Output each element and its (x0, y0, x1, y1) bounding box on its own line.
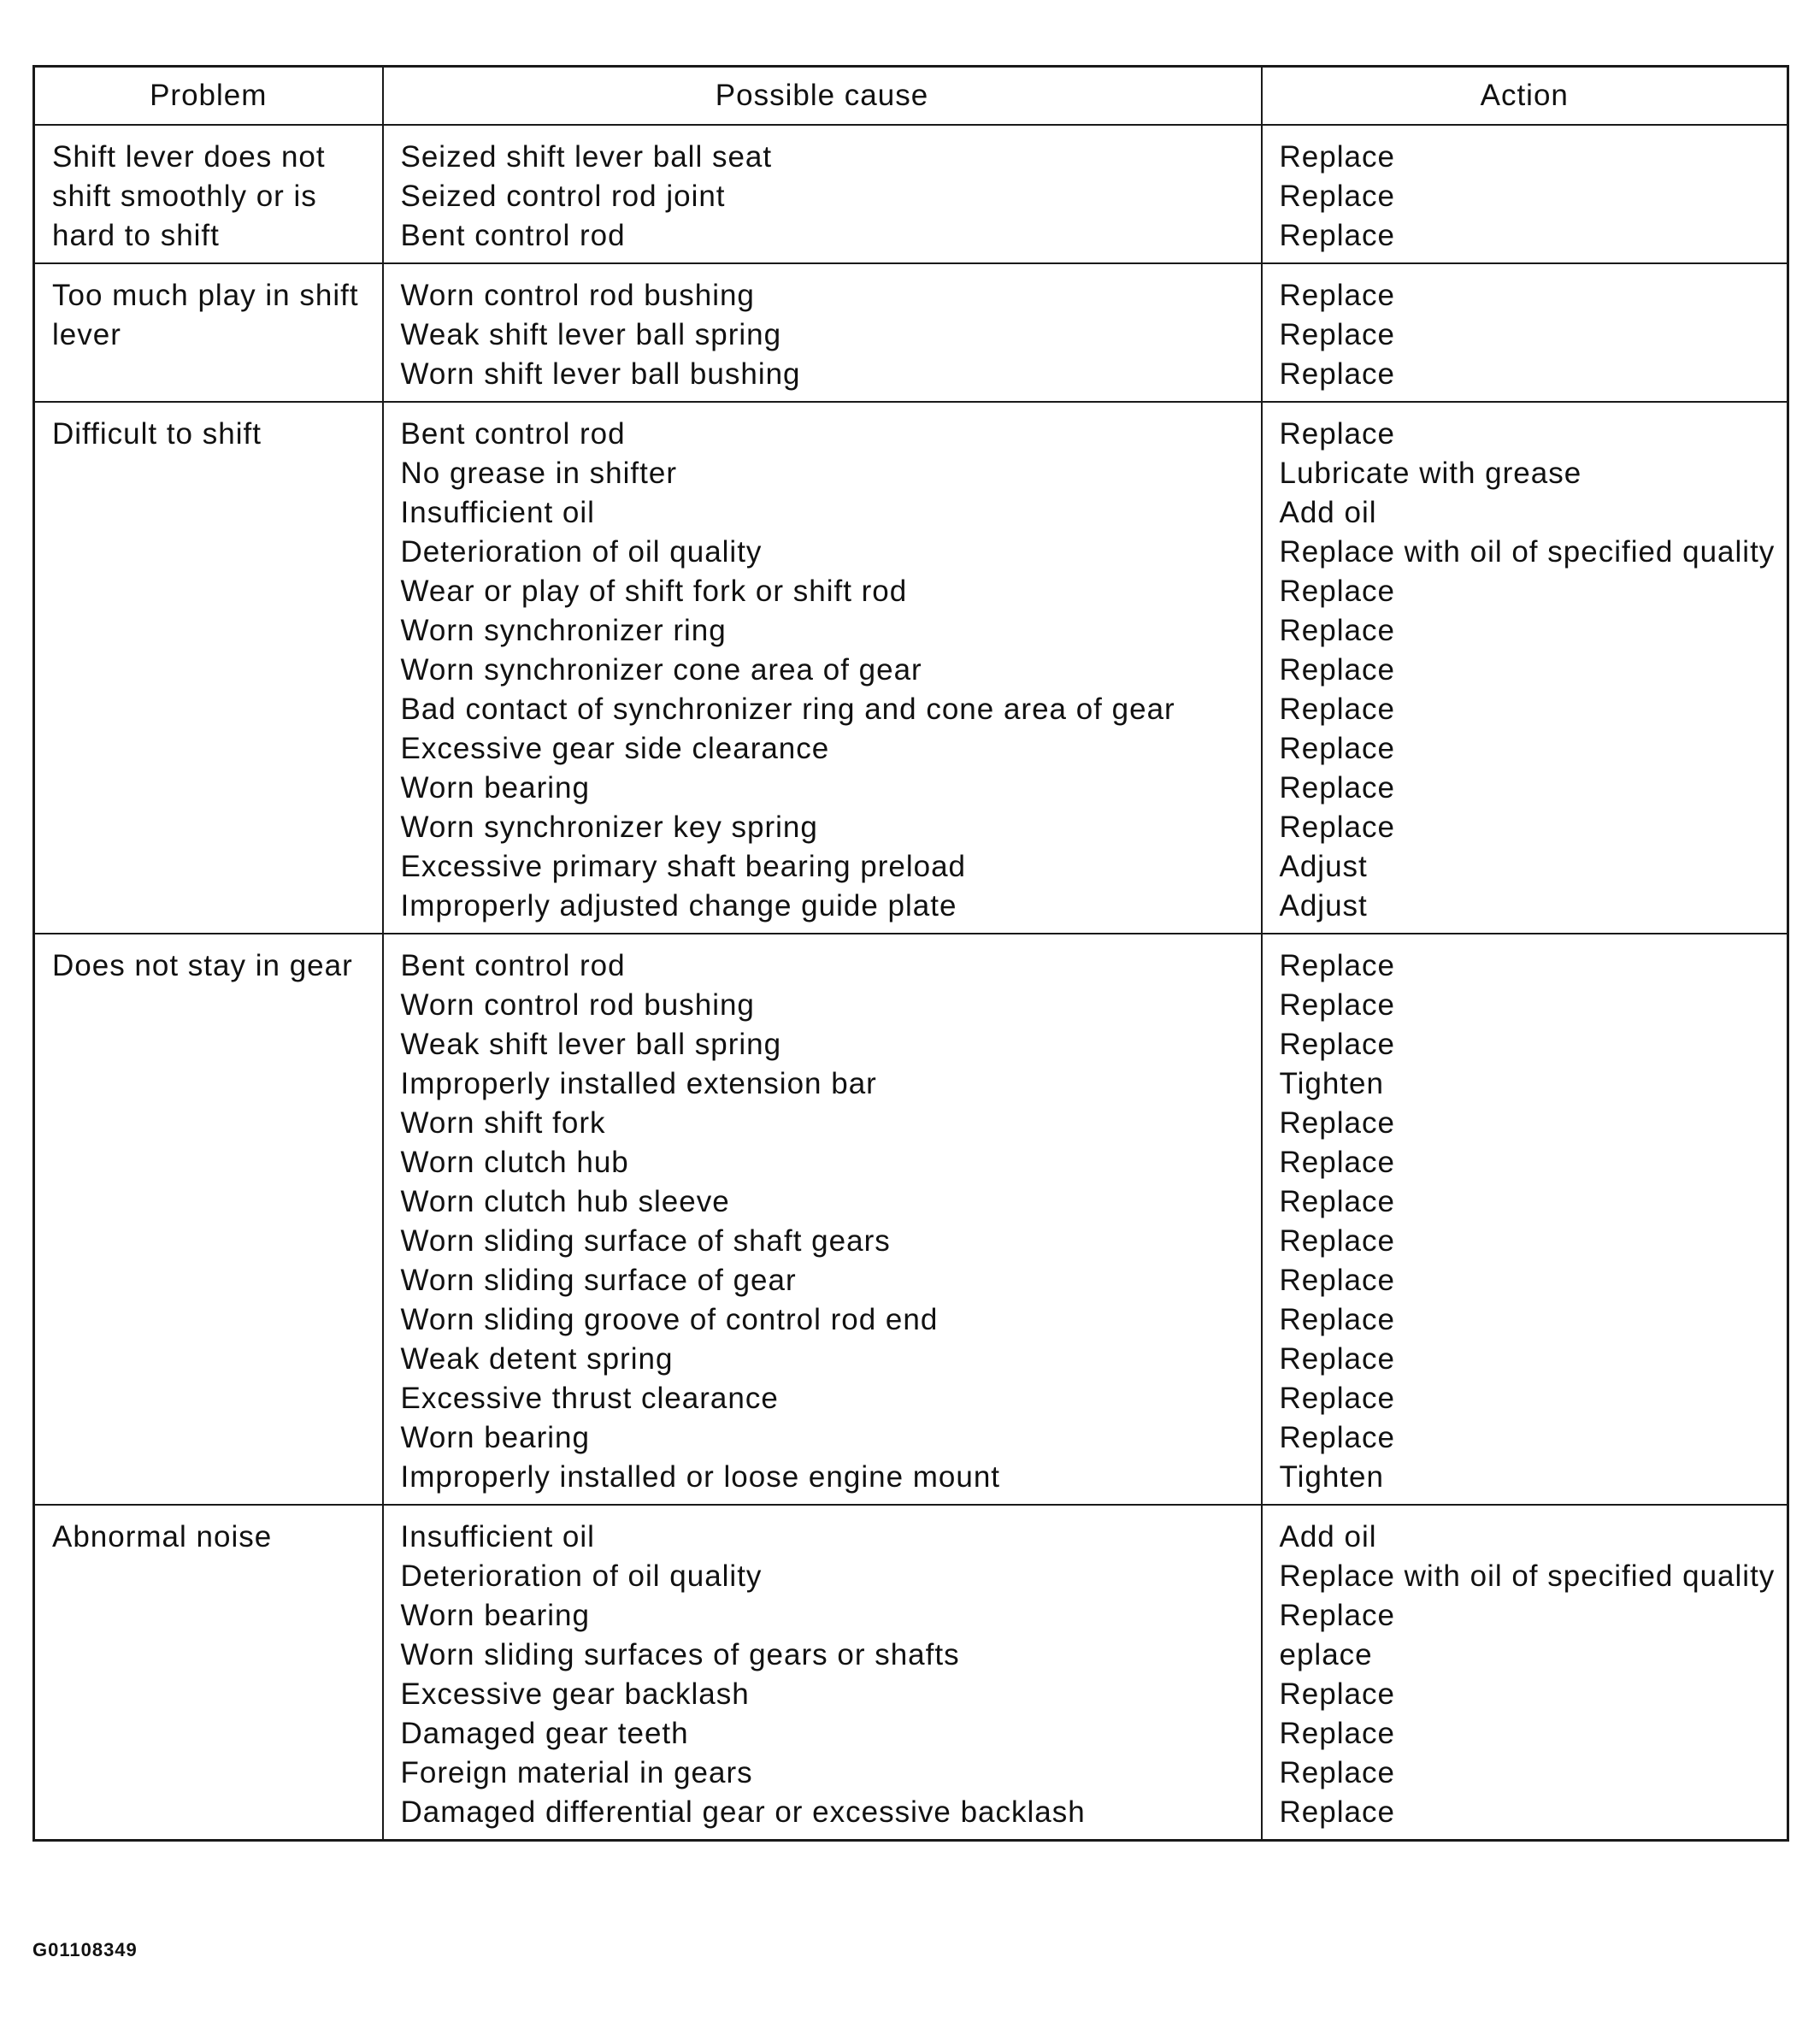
cause-header: Possible cause (383, 67, 1262, 126)
problem-header: Problem (34, 67, 383, 126)
action-item: Replace (1279, 180, 1395, 213)
action-item: Tighten (1279, 1460, 1384, 1494)
problem-text: Too much play in shift lever (52, 279, 359, 351)
problem-text: Abnormal noise (52, 1520, 273, 1553)
action-item: Replace (1279, 1028, 1395, 1061)
cause-item: Seized shift lever ball seat (400, 140, 773, 174)
cause-item: Excessive gear side clearance (400, 732, 830, 765)
cause-item: Worn clutch hub sleeve (400, 1185, 730, 1218)
cause-item: Worn synchronizer ring (400, 614, 727, 647)
action-item: Lubricate with grease (1279, 457, 1582, 490)
action-item: Replace (1279, 732, 1395, 765)
cause-item: Seized control rod joint (400, 180, 726, 213)
cause-cell (383, 1505, 1262, 1841)
table-row (34, 1505, 1788, 1841)
action-item: Replace (1279, 1717, 1395, 1750)
cause-item: Damaged differential gear or excessive backlash (400, 1795, 1086, 1829)
cause-item: Worn sliding surface of gear (400, 1264, 797, 1297)
cause-item: Worn bearing (400, 1599, 590, 1632)
problem-cell (34, 263, 383, 402)
cause-item: Deterioration of oil quality (400, 535, 763, 569)
action-item: Replace (1279, 811, 1395, 844)
table-row (34, 934, 1788, 1505)
action-item: Replace (1279, 1382, 1395, 1415)
action-item: Replace (1279, 614, 1395, 647)
figure-id: G01108349 (32, 1939, 138, 1960)
action-item: Replace (1279, 1756, 1395, 1789)
action-item: Replace (1279, 1106, 1395, 1140)
problem-cell (34, 125, 383, 263)
cause-item: Foreign material in gears (400, 1756, 753, 1789)
cause-item: Bent control rod (400, 949, 626, 982)
action-item: Replace (1279, 988, 1395, 1022)
action-item: Replace with oil of specified quality (1279, 535, 1776, 569)
cause-item: Weak detent spring (400, 1342, 674, 1376)
problem-cell (34, 402, 383, 934)
cause-item: Worn bearing (400, 1421, 590, 1454)
action-item: Replace (1279, 1224, 1395, 1258)
troubleshooting-table (32, 65, 1789, 1842)
action-item: Replace (1279, 1303, 1395, 1336)
cause-item: Improperly installed extension bar (400, 1067, 877, 1100)
action-item: Replace (1279, 693, 1395, 726)
cause-item: Wear or play of shift fork or shift rod (400, 575, 908, 608)
action-item: Replace (1279, 1342, 1395, 1376)
cause-item: Worn shift fork (400, 1106, 606, 1140)
action-item: Replace (1279, 417, 1395, 451)
cause-cell (383, 263, 1262, 402)
cause-item: Improperly installed or loose engine mount (400, 1460, 1001, 1494)
cause-item: Insufficient oil (400, 496, 595, 529)
action-item: Replace (1279, 1677, 1395, 1711)
problem-text: Shift lever does not shift smoothly or is hard to shift (52, 140, 326, 252)
action-item: Replace (1279, 1146, 1395, 1179)
cause-item: Excessive gear backlash (400, 1677, 750, 1711)
cause-item: Worn sliding groove of control rod end (400, 1303, 939, 1336)
action-item: Adjust (1279, 850, 1368, 883)
cause-cell (383, 934, 1262, 1505)
action-item: Add oil (1279, 1520, 1377, 1553)
action-item: Replace (1279, 318, 1395, 351)
action-item: Tighten (1279, 1067, 1384, 1100)
action-cell (1262, 934, 1788, 1505)
cause-item: Worn bearing (400, 771, 590, 805)
cause-item: Worn sliding surface of shaft gears (400, 1224, 891, 1258)
cause-item: Bent control rod (400, 417, 626, 451)
cause-item: Excessive thrust clearance (400, 1382, 779, 1415)
problem-text: Does not stay in gear (52, 949, 353, 982)
action-header: Action (1262, 67, 1788, 126)
troubleshooting-sheet (32, 65, 1787, 1842)
cause-item: Bent control rod (400, 219, 626, 252)
table-row (34, 125, 1788, 263)
table-body (34, 125, 1788, 1841)
action-cell (1262, 263, 1788, 402)
cause-item: Damaged gear teeth (400, 1717, 689, 1750)
action-item: Adjust (1279, 889, 1368, 923)
problem-cell (34, 1505, 383, 1841)
action-cell (1262, 402, 1788, 934)
header-row (34, 67, 1788, 126)
cause-item: Worn clutch hub (400, 1146, 629, 1179)
cause-item: Weak shift lever ball spring (400, 318, 782, 351)
cause-item: Worn control rod bushing (400, 279, 755, 312)
action-item: Replace with oil of specified quality (1279, 1559, 1776, 1593)
action-item: Replace (1279, 140, 1395, 174)
action-item: Replace (1279, 653, 1395, 687)
action-cell (1262, 1505, 1788, 1841)
action-item: Replace (1279, 949, 1395, 982)
action-item: Replace (1279, 771, 1395, 805)
cause-item: No grease in shifter (400, 457, 677, 490)
action-item: Replace (1279, 1599, 1395, 1632)
cause-cell (383, 125, 1262, 263)
cause-item: Insufficient oil (400, 1520, 595, 1553)
cause-item: Worn sliding surfaces of gears or shafts (400, 1638, 960, 1671)
cause-item: Excessive primary shaft bearing preload (400, 850, 967, 883)
action-item: Replace (1279, 279, 1395, 312)
action-item: Replace (1279, 1795, 1395, 1829)
table-row (34, 263, 1788, 402)
cause-item: Weak shift lever ball spring (400, 1028, 782, 1061)
cause-item: Worn shift lever ball bushing (400, 357, 801, 391)
problem-text: Difficult to shift (52, 417, 262, 451)
action-item: Replace (1279, 1421, 1395, 1454)
action-cell (1262, 125, 1788, 263)
action-item: Replace (1279, 357, 1395, 391)
action-item: eplace (1279, 1638, 1373, 1671)
cause-item: Deterioration of oil quality (400, 1559, 763, 1593)
action-item: Replace (1279, 1185, 1395, 1218)
cause-item: Bad contact of synchronizer ring and cone area of gear (400, 693, 1175, 726)
cause-item: Worn synchronizer key spring (400, 811, 818, 844)
action-item: Replace (1279, 219, 1395, 252)
action-item: Add oil (1279, 496, 1377, 529)
cause-item: Worn synchronizer cone area of gear (400, 653, 922, 687)
action-item: Replace (1279, 1264, 1395, 1297)
action-item: Replace (1279, 575, 1395, 608)
problem-cell (34, 934, 383, 1505)
cause-item: Worn control rod bushing (400, 988, 755, 1022)
table-row (34, 402, 1788, 934)
cause-cell (383, 402, 1262, 934)
cause-item: Improperly adjusted change guide plate (400, 889, 957, 923)
